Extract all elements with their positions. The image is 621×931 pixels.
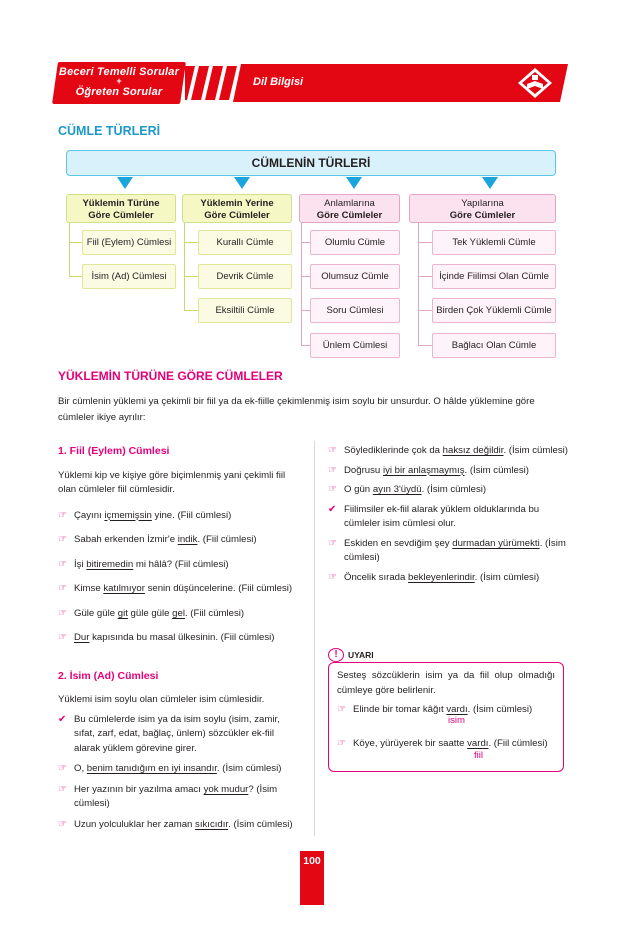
diagram-item: Ünlem Cümlesi <box>310 333 400 358</box>
example-text: Elinde bir tomar kâğıt <box>353 704 447 715</box>
pointing-hand-icon: ☞ <box>328 537 337 549</box>
pointing-hand-icon: ☞ <box>328 445 337 456</box>
example-item <box>58 558 302 573</box>
example-text: . (İsim cümlesi) <box>421 484 487 495</box>
header-banner <box>55 62 568 104</box>
diagram-item: Olumsuz Cümle <box>310 264 400 289</box>
pointing-hand-icon: ☞ <box>58 607 67 619</box>
example-item <box>58 631 302 646</box>
predicate: Dur <box>74 632 90 643</box>
pointing-hand-icon: ☞ <box>58 583 67 594</box>
note-text: Bu cümlelerde isim ya da isim soylu (isim, zamir, sıfat, zarf, edat, bağlaç, ünlem) sözcükler ek-fiil alarak yüklem görevine girer. <box>74 713 280 754</box>
diagram-column-head <box>66 194 176 223</box>
connector-line <box>418 345 432 346</box>
diagram-top-box: CÜMLENİN TÜRLERİ <box>66 150 556 176</box>
example-item <box>58 533 302 548</box>
connector-line <box>301 310 310 311</box>
warning-icon: ! <box>328 648 344 662</box>
page-number: 100 <box>300 851 324 905</box>
pointing-hand-icon: ☞ <box>58 818 67 830</box>
example-text: O, <box>74 763 87 774</box>
left-column <box>58 444 302 832</box>
arrow-down-icon <box>346 177 362 189</box>
predicate: haksız değildir <box>442 445 504 456</box>
arrow-down-icon <box>482 177 498 189</box>
example-text: . (Fiil cümlesi) <box>197 534 257 545</box>
example-text: Sabah erkenden İzmir'e <box>74 534 178 545</box>
example-text: . (İsim cümlesi) <box>503 445 568 456</box>
arrow-down-icon <box>234 177 250 189</box>
pointing-hand-icon: ☞ <box>58 509 67 521</box>
fiil-description: Yüklemi kip ve kişiye göre biçimlenmiş yani çekimli fiil olan cümleler fiil cümlesidir. <box>58 469 286 495</box>
example-text: güle güle <box>127 607 173 619</box>
example-item <box>58 607 302 622</box>
example-text: Çayını <box>74 509 105 521</box>
warning-header <box>328 648 448 662</box>
pointing-hand-icon: ☞ <box>328 464 337 476</box>
example-text: Güle güle <box>74 607 118 619</box>
diagram-item: Tek Yüklemli Cümle <box>432 230 556 255</box>
predicate: içmemişsin <box>104 509 152 521</box>
page-title: CÜMLE TÜRLERİ <box>58 124 161 138</box>
example-item <box>58 762 302 777</box>
example-text: Öncelik sırada <box>344 571 408 583</box>
connector-line <box>69 242 82 243</box>
pointing-hand-icon: ☞ <box>337 737 346 749</box>
head-line2: Göre Cümleler <box>204 209 270 221</box>
diagram-column-head <box>299 194 400 223</box>
diagram-item: İçinde Fiilimsi Olan Cümle <box>432 264 556 289</box>
book-icon <box>517 67 553 99</box>
connector-line <box>184 223 185 311</box>
connector-line <box>69 223 70 277</box>
pointing-hand-icon: ☞ <box>58 632 67 643</box>
example-item <box>337 703 555 718</box>
diagram-column-head <box>182 194 292 223</box>
banner-stripes <box>185 62 568 104</box>
banner-topic: Dil Bilgisi <box>253 76 304 88</box>
example-text: kapısında bu masal ülkesinin. (Fiil cümlesi) <box>89 632 275 643</box>
note-item <box>328 503 570 532</box>
example-item <box>328 483 570 498</box>
example-item <box>337 737 555 752</box>
diagram-item: Eksiltili Cümle <box>198 298 292 323</box>
example-text: senin düşüncelerine. (Fiil cümlesi) <box>144 583 293 594</box>
example-text: ? (İsim cümlesi) <box>74 783 278 809</box>
checkmark-icon: ✔ <box>58 713 67 725</box>
example-item <box>58 509 302 524</box>
fiil-heading: 1. Fiil (Eylem) Cümlesi <box>58 445 170 457</box>
connector-line <box>418 310 432 311</box>
example-text: . (İsim cümlesi) <box>228 818 293 830</box>
head-line1: Yüklemin Türüne <box>82 198 160 209</box>
diagram-item: Birden Çok Yüklemli Cümle <box>432 298 556 323</box>
word-type-tag: fiil <box>474 750 484 761</box>
pointing-hand-icon: ☞ <box>58 763 67 774</box>
predicate: vardı <box>446 704 468 715</box>
banner-title-line1: Beceri Temelli Sorular <box>58 66 180 78</box>
example-text: Köye, yürüyerek bir saatte <box>353 737 468 749</box>
connector-line <box>418 276 432 277</box>
connector-line <box>301 345 310 346</box>
predicate: git <box>117 607 128 619</box>
isim-description: Yüklemi isim soylu olan cümleler isim cümlesidir. <box>58 694 265 705</box>
predicate: katılmıyor <box>103 583 145 594</box>
pointing-hand-icon: ☞ <box>328 484 337 495</box>
pointing-hand-icon: ☞ <box>58 534 67 545</box>
example-item <box>58 783 302 812</box>
warning-box <box>328 662 564 772</box>
head-line1: Yüklemin Yerine <box>200 198 274 209</box>
predicate: sıkıcıdır <box>195 818 229 830</box>
example-text: . (Fiil cümlesi) <box>488 737 548 749</box>
example-text: O gün <box>344 484 373 495</box>
head-line2: Göre Cümleler <box>88 209 154 221</box>
example-text: Uzun yolculuklar her zaman <box>74 818 196 830</box>
diagram-item: Devrik Cümle <box>198 264 292 289</box>
predicate: bitiremedin <box>86 558 134 570</box>
note-text: Fiilimsiler ek-fiil alarak yüklem olduklarında bu cümleler isim cümlesi olur. <box>344 503 540 529</box>
warning-text: Sesteş sözcüklerin isim ya da fiil olup olmadığı cümleye göre belirlenir. <box>337 670 555 696</box>
example-text: . (İsim cümlesi) <box>474 571 540 583</box>
predicate: vardı <box>467 737 489 749</box>
predicate: indik <box>177 534 198 545</box>
head-line1: Yapılarına <box>461 198 504 209</box>
pointing-hand-icon: ☞ <box>337 704 346 715</box>
diagram-item: Kurallı Cümle <box>198 230 292 255</box>
example-text: İşi <box>74 558 87 570</box>
example-text: Eskiden en sevdiğim şey <box>344 537 453 549</box>
head-line2: Göre Cümleler <box>449 209 516 221</box>
example-text: Her yazının bir yazılma amacı <box>74 783 204 795</box>
connector-line <box>69 276 82 277</box>
connector-line <box>184 276 198 277</box>
example-text: . (Fiil cümlesi) <box>184 607 245 619</box>
diagram-item: Bağlacı Olan Cümle <box>432 333 556 358</box>
checkmark-icon: ✔ <box>328 503 337 515</box>
pointing-hand-icon: ☞ <box>58 558 67 570</box>
subsection-title: YÜKLEMİN TÜRÜNE GÖRE CÜMLELER <box>58 369 283 383</box>
predicate: gel <box>172 607 185 619</box>
predicate: durmadan yürümekti <box>452 537 540 549</box>
connector-line <box>301 242 310 243</box>
head-line2: Göre Cümleler <box>316 209 383 221</box>
banner-plus: + <box>116 76 122 86</box>
example-item <box>328 571 570 586</box>
word-type-tag: isim <box>448 715 466 726</box>
predicate: ayın 3'üydü <box>372 484 422 495</box>
example-text: . (İsim cümlesi) <box>216 763 282 774</box>
example-text: Söylediklerinde çok da <box>344 445 443 456</box>
example-item <box>58 818 302 833</box>
example-text: Doğrusu <box>344 464 383 476</box>
example-item <box>328 464 570 479</box>
example-text: . (İsim cümlesi) <box>344 537 566 563</box>
intro-paragraph: Bir cümlenin yüklemi ya çekimli bir fiil ya da ek-fiille çekimlenmiş isim soylu bir unsurdur. O hâlde yüklemine göre cümleler ikiye ayrılır: <box>58 396 535 423</box>
connector-line <box>184 242 198 243</box>
head-line1: Anlamlarına <box>324 198 375 209</box>
pointing-hand-icon: ☞ <box>328 571 337 583</box>
predicate: bekleyenlerindir <box>408 571 475 583</box>
diagram-column-head <box>409 194 556 223</box>
pointing-hand-icon: ☞ <box>58 783 67 795</box>
predicate: iyi bir anlaşmaymış <box>382 464 465 476</box>
predicate: yok mudur <box>203 783 249 795</box>
connector-line <box>301 276 310 277</box>
connector-line <box>184 310 198 311</box>
diagram-item: Soru Cümlesi <box>310 298 400 323</box>
example-text: yine. (Fiil cümlesi) <box>151 509 232 521</box>
banner-title-line2: Öğreten Sorular <box>75 86 163 98</box>
connector-line <box>418 242 432 243</box>
example-item <box>58 582 302 597</box>
diagram-item: Olumlu Cümle <box>310 230 400 255</box>
example-text: mi hâlâ? (Fiil cümlesi) <box>133 558 229 570</box>
example-text: Kimse <box>74 583 104 594</box>
example-text: . (İsim cümlesi) <box>464 464 530 476</box>
note-item <box>58 713 302 757</box>
arrow-down-icon <box>117 177 133 189</box>
predicate: benim tanıdığım en iyi insandır <box>86 763 217 774</box>
diagram-item: Fiil (Eylem) Cümlesi <box>82 230 176 255</box>
isim-heading: 2. İsim (Ad) Cümlesi <box>58 669 159 682</box>
example-item <box>328 444 570 459</box>
example-item <box>328 537 570 566</box>
column-divider <box>314 441 315 836</box>
example-text: . (İsim cümlesi) <box>467 704 533 715</box>
diagram-item: İsim (Ad) Cümlesi <box>82 264 176 289</box>
warning-label: UYARI <box>348 650 374 660</box>
right-column <box>328 444 570 585</box>
